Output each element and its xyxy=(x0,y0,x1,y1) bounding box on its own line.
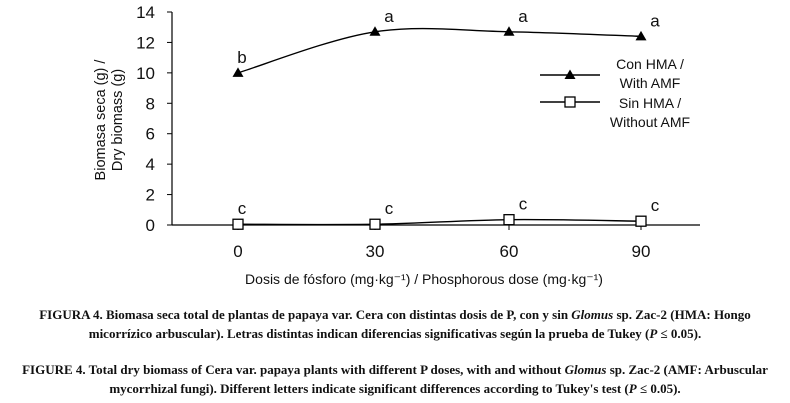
y-tick-label: 8 xyxy=(145,94,155,114)
series-sin-hma xyxy=(233,195,660,230)
significance-letter: b xyxy=(237,47,247,67)
y-axis-label-line1: Biomasa seca (g) / xyxy=(93,59,109,181)
caption-en-text-a: FIGURE 4. Total dry biomass of Cera var. papaya plants with different P doses, with and without xyxy=(22,362,565,377)
series-line xyxy=(238,29,641,73)
y-tick-label: 6 xyxy=(145,124,155,144)
caption-en-text-c: mycorrhizal fungi). Different letters indicate significant differences according to Tukey's test ( xyxy=(109,381,629,396)
caption-en-text-d: ≤ 0.05). xyxy=(636,381,681,396)
legend-label-con-line1: Con HMA / xyxy=(616,56,684,72)
caption-es-text-a: FIGURA 4. Biomasa seca total de plantas de papaya var. Cera con distintas dosis de P, con y sin xyxy=(39,307,572,322)
caption-es-line2 xyxy=(0,324,790,343)
legend-label-sin-line1: Sin HMA / xyxy=(618,95,682,111)
significance-letter: a xyxy=(384,6,394,26)
significance-letter: c xyxy=(384,199,394,219)
x-ticks xyxy=(233,225,650,261)
x-tick-label: 30 xyxy=(365,242,385,261)
y-tick-label: 0 xyxy=(145,216,155,235)
data-point-square xyxy=(636,216,646,226)
x-tick-label: 0 xyxy=(233,242,243,261)
significance-letter: a xyxy=(650,11,660,31)
caption-es-italic-glomus: Glomus xyxy=(571,307,614,322)
y-tick-label: 12 xyxy=(136,33,155,53)
significance-letter: c xyxy=(237,199,247,219)
x-tick-label: 90 xyxy=(631,242,651,261)
significance-letter: a xyxy=(518,6,528,26)
significance-letter: c xyxy=(518,194,528,214)
data-point-square xyxy=(370,219,380,229)
caption-es-text-b: sp. Zac-2 (HMA: Hongo xyxy=(613,307,751,322)
caption-spanish xyxy=(0,305,790,343)
legend-label-sin-line2: Without AMF xyxy=(609,114,691,130)
caption-es-italic-p: P xyxy=(649,326,658,341)
legend-label-con-line2: With AMF xyxy=(619,75,681,91)
caption-en-italic-p: P xyxy=(628,381,637,396)
caption-en-line1 xyxy=(0,360,790,379)
legend-marker-square xyxy=(565,97,575,107)
y-tick-label: 10 xyxy=(136,63,155,83)
series-layer xyxy=(233,7,661,229)
caption-es-text-d: ≤ 0.05). xyxy=(657,326,702,341)
x-axis-label: Dosis de fósforo (mg·kg⁻¹) / Phosphorous dose (mg·kg⁻¹) xyxy=(245,271,603,287)
caption-en-italic-glomus: Glomus xyxy=(564,362,607,377)
series-con-hma xyxy=(233,7,661,77)
series-line xyxy=(238,220,641,225)
caption-es-text-c: micorrízico arbuscular). Letras distintas indican diferencias significativas según la prueba de Tukey ( xyxy=(88,326,650,341)
caption-english xyxy=(0,360,790,398)
y-ticks xyxy=(136,3,172,235)
y-tick-label: 4 xyxy=(145,155,155,175)
legend xyxy=(540,56,690,130)
y-tick-label: 2 xyxy=(145,185,155,205)
caption-es-line1 xyxy=(0,305,790,324)
data-point-square xyxy=(504,215,514,225)
caption-en-text-b: sp. Zac-2 (AMF: Arbuscular xyxy=(606,362,768,377)
x-tick-label: 60 xyxy=(499,242,519,261)
significance-letter: c xyxy=(650,196,660,216)
y-tick-label: 14 xyxy=(136,3,155,22)
data-point-square xyxy=(233,219,243,229)
y-axis-label-line2: Dry biomass (g) xyxy=(110,68,126,172)
legend-marker-triangle xyxy=(565,70,576,80)
caption-en-line2 xyxy=(0,379,790,398)
